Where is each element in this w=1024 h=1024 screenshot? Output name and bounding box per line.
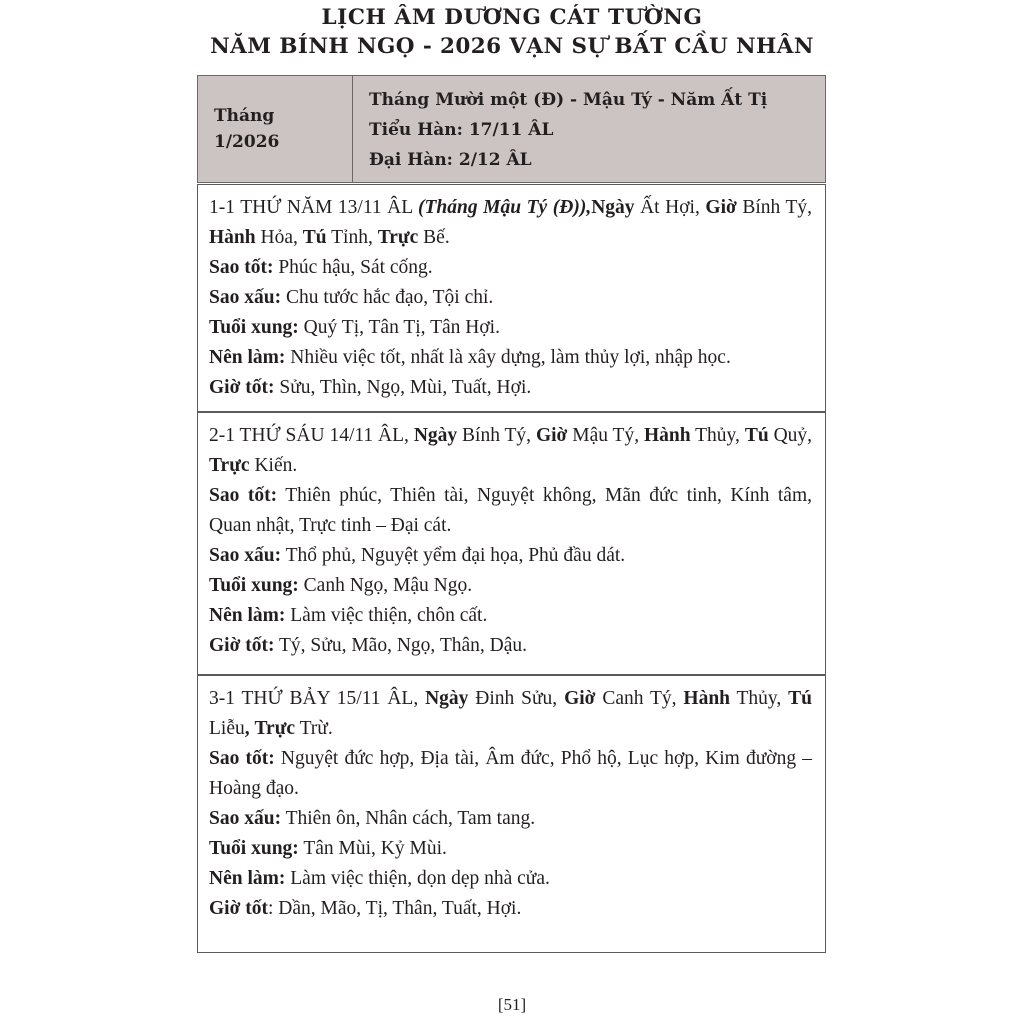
- label-tu: Tú: [302, 227, 327, 248]
- value-gio: Mậu Tý,: [567, 425, 640, 446]
- row-label: Giờ tốt:: [209, 377, 275, 398]
- day-row-nen-lam: [209, 601, 812, 631]
- row-value: Làm việc thiện, dọn dẹp nhà cửa.: [285, 868, 550, 889]
- value-truc: Kiến.: [249, 455, 298, 476]
- day-row-sao-tot: [209, 744, 812, 804]
- label-truc: Trực: [254, 718, 296, 739]
- value-truc: Trừ.: [295, 718, 333, 739]
- value-hanh: Thủy,: [690, 425, 740, 446]
- row-label: Tuổi xung:: [209, 575, 299, 596]
- label-tu: Tú: [744, 425, 769, 446]
- page-number: [51]: [497, 995, 527, 1014]
- label-ngay: Ngày: [591, 197, 635, 218]
- row-value: Nhiều việc tốt, nhất là xây dựng, làm thủy lợi, nhập học.: [285, 347, 731, 368]
- value-truc: Bế.: [418, 227, 450, 248]
- day-entry-block: [197, 184, 826, 412]
- month-header-table: [197, 75, 826, 183]
- row-label: Tuổi xung:: [209, 317, 299, 338]
- value-ngay: Đinh Sửu,: [468, 688, 558, 709]
- day-heading-line: [209, 684, 812, 744]
- day-row-tuoi-xung: [209, 313, 812, 343]
- value-tu: Tỉnh,: [326, 227, 373, 248]
- row-value: Thiên phúc, Thiên tài, Nguyệt không, Mãn đức tinh, Kính tâm, Quan nhật, Trực tinh – Đại cát.: [209, 485, 813, 536]
- value-tu: Quỷ,: [768, 425, 813, 446]
- row-value: : Dần, Mão, Tị, Thân, Tuất, Hợi.: [268, 898, 522, 919]
- value-ngay: Ất Hợi,: [634, 197, 700, 218]
- row-value: Thiên ôn, Nhân cách, Tam tang.: [281, 808, 536, 829]
- day-row-tuoi-xung: [209, 571, 812, 601]
- row-value: Sửu, Thìn, Ngọ, Mùi, Tuất, Hợi.: [274, 377, 532, 398]
- day-heading-prefix: 2-1 THỨ SÁU 14/11 ÂL,: [209, 425, 414, 446]
- row-value: Thổ phủ, Nguyệt yểm đại họa, Phủ đầu dát.: [281, 545, 626, 566]
- page-title: [0, 4, 1024, 62]
- row-value: Canh Ngọ, Mậu Ngọ.: [298, 575, 473, 596]
- day-heading-line: [209, 421, 812, 481]
- label-gio: Giờ: [564, 688, 596, 709]
- row-label: Sao tốt:: [209, 257, 274, 278]
- day-entry-block: [197, 675, 826, 953]
- row-label: Nên làm:: [209, 605, 286, 626]
- row-value: Tý, Sửu, Mão, Ngọ, Thân, Dậu.: [274, 635, 528, 656]
- row-value: Làm việc thiện, chôn cất.: [285, 605, 488, 626]
- day-heading-lunar-month: (Tháng Mậu Tý (Đ)),: [418, 197, 592, 218]
- label-ngay: Ngày: [413, 425, 458, 446]
- label-hanh: Hành: [643, 425, 691, 446]
- row-label: Giờ tốt:: [209, 635, 275, 656]
- day-row-nen-lam: [209, 864, 812, 894]
- label-hanh: Hành: [209, 227, 256, 248]
- row-label: Sao xấu:: [209, 808, 282, 829]
- month-label-line-2: 1/2026: [214, 132, 280, 152]
- label-tu: Tú: [788, 688, 813, 709]
- row-value: Phúc hậu, Sát cống.: [273, 257, 433, 278]
- month-label-cell: [198, 76, 353, 182]
- label-truc: Trực: [209, 455, 250, 476]
- row-label: Nên làm:: [209, 347, 286, 368]
- row-label: Sao tốt:: [209, 748, 275, 769]
- row-label: Sao tốt:: [209, 485, 278, 506]
- value-tu: Liễu: [209, 718, 245, 739]
- day-row-gio-tot: [209, 631, 812, 661]
- row-label: Sao xấu:: [209, 545, 282, 566]
- solar-term-1-text: Tiểu Hàn: 17/11 ÂL: [369, 120, 554, 140]
- row-value: Tân Mùi, Kỷ Mùi.: [298, 838, 447, 859]
- day-row-nen-lam: [209, 343, 812, 373]
- day-row-gio-tot: [209, 373, 812, 403]
- label-hanh: Hành: [683, 688, 731, 709]
- row-label: Tuổi xung:: [209, 838, 299, 859]
- value-ngay: Bính Tý,: [457, 425, 532, 446]
- title-line-2: NĂM BÍNH NGỌ - 2026 VẠN SỰ BẤT CẦU NHÂN: [210, 34, 814, 59]
- value-hanh: Hỏa,: [255, 227, 298, 248]
- comma-bold: ,: [244, 718, 250, 739]
- lunar-month-text: Tháng Mười một (Đ) - Mậu Tý - Năm Ất Tị: [369, 90, 768, 110]
- title-line-1: LỊCH ÂM DƯƠNG CÁT TƯỜNG: [321, 5, 703, 30]
- value-gio: Bính Tý,: [736, 197, 813, 218]
- day-heading-prefix: 1-1 THỨ NĂM 13/11 ÂL: [209, 197, 418, 218]
- day-row-gio-tot: [209, 894, 812, 924]
- day-row-tuoi-xung: [209, 834, 812, 864]
- value-gio: Canh Tý,: [595, 688, 677, 709]
- label-gio: Giờ: [535, 425, 568, 446]
- solar-term-2-text: Đại Hàn: 2/12 ÂL: [369, 150, 532, 170]
- row-label: Sao xấu:: [209, 287, 282, 308]
- row-label: Giờ tốt: [209, 898, 268, 919]
- label-truc: Trực: [377, 227, 419, 248]
- label-ngay: Ngày: [425, 688, 469, 709]
- value-hanh: Thủy,: [730, 688, 782, 709]
- row-value: Quý Tị, Tân Tị, Tân Hợi.: [298, 317, 500, 338]
- day-row-sao-tot: [209, 481, 812, 541]
- day-heading-prefix: 3-1 THỨ BẢY 15/11 ÂL,: [209, 688, 426, 709]
- row-label: Nên làm:: [209, 868, 286, 889]
- row-value: Nguyệt đức hợp, Địa tài, Âm đức, Phổ hộ, Lục hợp, Kim đường – Hoàng đạo.: [209, 748, 812, 799]
- month-detail-cell: [353, 76, 825, 182]
- day-row-sao-xau: [209, 541, 812, 571]
- day-entry-block: [197, 412, 826, 675]
- day-heading-line: [209, 193, 812, 253]
- label-gio: Giờ: [705, 197, 737, 218]
- day-row-sao-tot: [209, 253, 812, 283]
- month-label-line-1: Tháng: [214, 106, 275, 126]
- day-row-sao-xau: [209, 283, 812, 313]
- row-value: Chu tước hắc đạo, Tội chỉ.: [281, 287, 494, 308]
- day-row-sao-xau: [209, 804, 812, 834]
